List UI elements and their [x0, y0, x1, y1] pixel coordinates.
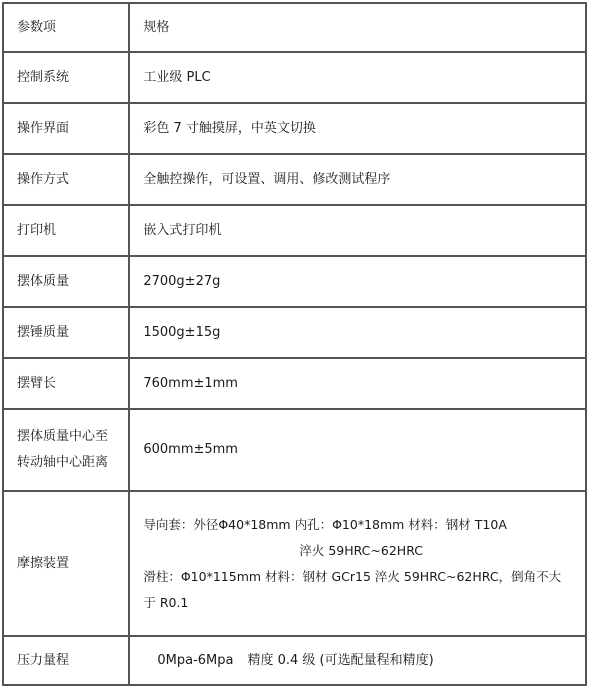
- header-spec-cell: 规格: [129, 3, 586, 52]
- param-cell: 摩擦装置: [3, 491, 129, 636]
- table-row: [3, 205, 586, 256]
- param-line: 转动轴中心距离: [17, 455, 109, 470]
- spec-table: [2, 2, 587, 686]
- table-row: [3, 491, 586, 636]
- table-row: [3, 256, 586, 307]
- spec-cell: 2700g±27g: [129, 256, 586, 307]
- spec-line: 导向套：外径Φ40*18mm 内孔：Φ10*18mm 材料：钢材 T10A: [143, 516, 507, 532]
- param-cell: 控制系统: [3, 52, 129, 103]
- spec-cell: 彩色 7 寸触摸屏，中英文切换: [129, 103, 586, 154]
- spec-line: 于 R0.1: [143, 594, 189, 610]
- table-row: [3, 52, 586, 103]
- spec-cell: 760mm±1mm: [129, 358, 586, 409]
- table-header-row: [3, 3, 586, 52]
- param-cell: [3, 409, 129, 491]
- table-row: [3, 103, 586, 154]
- table-row: [3, 154, 586, 205]
- table-row: [3, 358, 586, 409]
- range-value: 0Mpa-6Mpa: [157, 652, 234, 668]
- param-cell: 摆体质量: [3, 256, 129, 307]
- param-cell: 打印机: [3, 205, 129, 256]
- param-cell: 操作界面: [3, 103, 129, 154]
- spec-cell: [129, 491, 586, 636]
- param-cell: 操作方式: [3, 154, 129, 205]
- spec-cell: 1500g±15g: [129, 307, 586, 358]
- spec-cell: 工业级 PLC: [129, 52, 586, 103]
- spec-cell: 600mm±5mm: [129, 409, 586, 491]
- accuracy-value: 精度 0.4 级 (可选配量程和精度): [247, 652, 434, 668]
- param-cell: 压力量程: [3, 636, 129, 685]
- table-row: [3, 409, 586, 491]
- table-row: [3, 636, 586, 685]
- spec-cell: [129, 636, 586, 685]
- table-row: [3, 307, 586, 358]
- spec-cell: 全触控操作，可设置、调用、修改测试程序: [129, 154, 586, 205]
- spec-line: 滑柱：Φ10*115mm 材料：钢材 GCr15 淬火 59HRC~62HRC，倒角不大: [143, 568, 562, 584]
- param-cell: 摆锤质量: [3, 307, 129, 358]
- param-line: 摆体质量中心至: [17, 429, 109, 444]
- spec-cell: 嵌入式打印机: [129, 205, 586, 256]
- header-param-cell: 参数项: [3, 3, 129, 52]
- spec-line: 淬火 59HRC~62HRC: [299, 542, 423, 558]
- param-cell: 摆臂长: [3, 358, 129, 409]
